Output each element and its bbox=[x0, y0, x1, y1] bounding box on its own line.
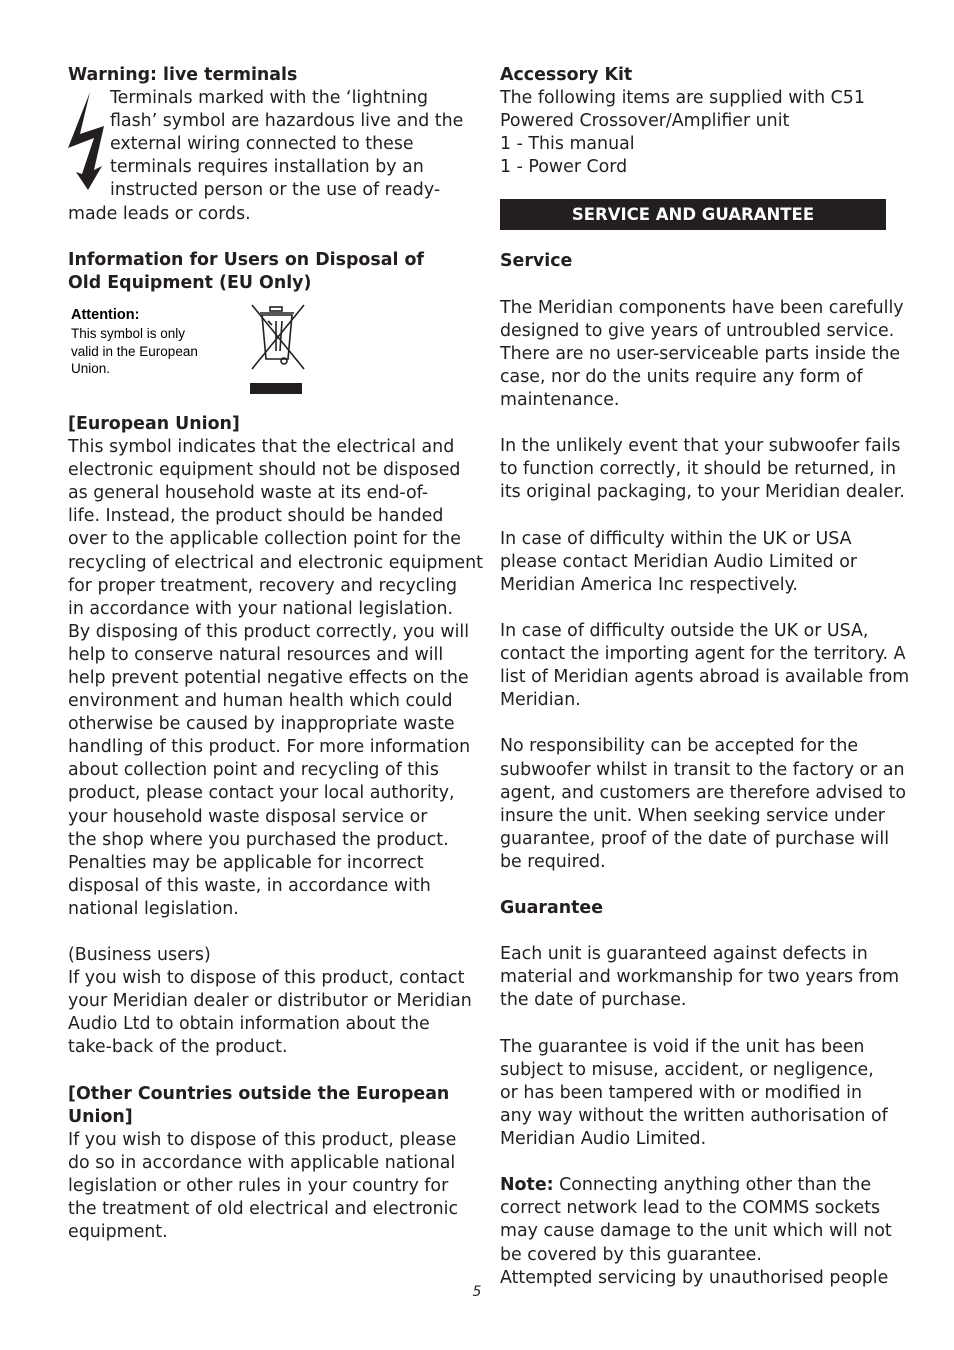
eu-line: electronic equipment should not be disposed bbox=[68, 460, 461, 481]
service-line: agent, and customers are therefore advised to bbox=[500, 782, 907, 803]
eu-line: the shop where you purchased the product. bbox=[68, 829, 449, 850]
right-column bbox=[500, 64, 910, 1290]
guarantee-line: Meridian Audio Limited. bbox=[500, 1129, 707, 1150]
service-line: be required. bbox=[500, 851, 606, 872]
attention-line: This symbol is only bbox=[71, 325, 186, 341]
service-paragraph bbox=[500, 735, 907, 874]
service-line: In case of difficulty outside the UK or USA, bbox=[500, 620, 869, 641]
other-countries-title: [Other Countries outside the European bbox=[68, 1083, 450, 1104]
note-paragraph bbox=[500, 1174, 890, 1289]
eu-line: help prevent potential negative effects on the bbox=[68, 667, 469, 688]
service-line: to function correctly, it should be returned, in bbox=[500, 459, 897, 480]
service-line: There are no user-serviceable parts inside the bbox=[500, 343, 901, 364]
business-line: If you wish to dispose of this product, contact bbox=[68, 968, 465, 989]
eu-line: environment and human health which could bbox=[68, 691, 453, 712]
service-title: Service bbox=[500, 251, 573, 272]
other-countries-title-2: Union] bbox=[68, 1106, 133, 1127]
eu-line: This symbol indicates that the electrical and bbox=[68, 437, 455, 458]
eu-line: product, please contact your local authority, bbox=[68, 783, 455, 804]
accessory-line: 1 - This manual bbox=[500, 134, 635, 155]
guarantee-line: the date of purchase. bbox=[500, 990, 687, 1011]
service-line: list of Meridian agents abroad is available from bbox=[500, 667, 910, 688]
service-line: subwoofer whilst in transit to the factory or an bbox=[500, 759, 905, 780]
warning-line: Terminals marked with the ‘lightning bbox=[110, 88, 429, 109]
service-paragraph bbox=[500, 435, 905, 504]
guarantee-line: subject to misuse, accident, or negligence, bbox=[500, 1059, 874, 1080]
accessory-line: 1 - Power Cord bbox=[500, 157, 628, 178]
eu-line: for proper treatment, recovery and recycling bbox=[68, 575, 458, 596]
accessory-line: The following items are supplied with C51 bbox=[500, 88, 865, 109]
warning-section bbox=[68, 64, 464, 226]
service-paragraph bbox=[500, 528, 890, 597]
business-line: (Business users) bbox=[68, 945, 211, 966]
business-line: your Meridian dealer or distributor or Meridian bbox=[68, 991, 472, 1012]
note-first-line bbox=[500, 1174, 890, 1197]
eu-line: over to the applicable collection point for the bbox=[68, 529, 461, 550]
service-line: In the unlikely event that your subwoofer fails bbox=[500, 436, 901, 457]
business-users-text bbox=[68, 944, 472, 1059]
eu-line: recycling of electrical and electronic equipment bbox=[68, 552, 483, 573]
warning-text bbox=[68, 87, 464, 202]
service-line: The Meridian components have been carefully bbox=[500, 297, 904, 318]
business-line: take-back of the product. bbox=[68, 1037, 288, 1058]
warning-line: instructed person or the use of ready- bbox=[110, 180, 441, 201]
note-line: be covered by this guarantee. bbox=[500, 1244, 762, 1265]
eu-line: help to conserve natural resources and will bbox=[68, 644, 444, 665]
eu-line: life. Instead, the product should be handed bbox=[68, 506, 444, 527]
note-first-text: Connecting anything other than the bbox=[553, 1175, 872, 1196]
lightning-flash-icon bbox=[68, 92, 106, 190]
section-header-bar: SERVICE AND GUARANTEE bbox=[500, 199, 886, 230]
attention-box bbox=[71, 307, 198, 378]
service-line: contact the importing agent for the territory. A bbox=[500, 644, 906, 665]
warning-line: terminals requires installation by an bbox=[110, 157, 424, 178]
warning-line: made leads or cords. bbox=[68, 203, 251, 224]
page-number: 5 bbox=[472, 1284, 482, 1300]
guarantee-line: any way without the written authorisation of bbox=[500, 1105, 888, 1126]
service-line: Meridian. bbox=[500, 690, 581, 711]
note-line: may cause damage to the unit which will not bbox=[500, 1221, 892, 1242]
eu-line: national legislation. bbox=[68, 898, 239, 919]
eu-line: as general household waste at its end-of- bbox=[68, 483, 429, 504]
eu-title: [European Union] bbox=[68, 413, 240, 434]
weee-notice bbox=[68, 303, 458, 413]
eu-line: in accordance with your national legislation. bbox=[68, 598, 454, 619]
eu-line: handling of this product. For more information bbox=[68, 737, 471, 758]
service-line: In case of difficulty within the UK or USA bbox=[500, 528, 852, 549]
note-line: Attempted servicing by unauthorised people bbox=[500, 1267, 889, 1288]
note-label: Note: bbox=[500, 1175, 554, 1196]
warning-line: external wiring connected to these bbox=[110, 134, 414, 155]
service-line: case, nor do the units require any form of bbox=[500, 366, 863, 387]
service-line: its original packaging, to your Meridian dealer. bbox=[500, 482, 905, 503]
disposal-title: Information for Users on Disposal of bbox=[68, 249, 424, 270]
eu-line: disposal of this waste, in accordance with bbox=[68, 875, 431, 896]
service-line: insure the unit. When seeking service under bbox=[500, 805, 885, 826]
service-line: No responsibility can be accepted for the bbox=[500, 736, 859, 757]
disposal-title-2: Old Equipment (EU Only) bbox=[68, 272, 312, 293]
eu-line: By disposing of this product correctly, you will bbox=[68, 621, 470, 642]
service-line: Meridian America Inc respectively. bbox=[500, 574, 798, 595]
attention-title: Attention: bbox=[71, 306, 140, 323]
accessory-kit-title: Accessory Kit bbox=[500, 65, 633, 85]
other-line: the treatment of old electrical and electronic bbox=[68, 1199, 459, 1220]
warning-line: flash’ symbol are hazardous live and the bbox=[110, 111, 464, 132]
accessory-line: Powered Crossover/Amplifier unit bbox=[500, 111, 790, 132]
eu-line: your household waste disposal service or bbox=[68, 806, 428, 827]
business-line: Audio Ltd to obtain information about the bbox=[68, 1014, 430, 1035]
left-column bbox=[68, 64, 483, 1244]
guarantee-title: Guarantee bbox=[500, 898, 603, 919]
other-countries-text bbox=[68, 1129, 458, 1244]
service-line: maintenance. bbox=[500, 390, 620, 411]
guarantee-paragraph bbox=[500, 943, 900, 1012]
service-paragraph bbox=[500, 297, 904, 412]
eu-line: about collection point and recycling of this bbox=[68, 760, 439, 781]
other-line: If you wish to dispose of this product, please bbox=[68, 1129, 457, 1150]
guarantee-paragraph bbox=[500, 1036, 890, 1151]
crossed-out-wheelie-bin-icon bbox=[244, 303, 310, 395]
eu-text bbox=[68, 436, 483, 921]
guarantee-line: The guarantee is void if the unit has been bbox=[500, 1036, 865, 1057]
service-line: please contact Meridian Audio Limited or bbox=[500, 551, 858, 572]
other-line: legislation or other rules in your country for bbox=[68, 1176, 449, 1197]
attention-line: Union. bbox=[71, 361, 111, 377]
attention-line: valid in the European bbox=[71, 343, 198, 359]
warning-title: Warning: live terminals bbox=[68, 65, 298, 85]
eu-line: Penalties may be applicable for incorrect bbox=[68, 852, 424, 873]
service-paragraph bbox=[500, 620, 910, 712]
service-line: designed to give years of untroubled service. bbox=[500, 320, 895, 341]
note-line: correct network lead to the COMMS sockets bbox=[500, 1198, 881, 1219]
service-line: guarantee, proof of the date of purchase will bbox=[500, 828, 890, 849]
guarantee-line: or has been tampered with or modified in bbox=[500, 1082, 863, 1103]
eu-line: otherwise be caused by inappropriate waste bbox=[68, 714, 455, 735]
guarantee-line: material and workmanship for two years from bbox=[500, 967, 900, 988]
other-line: do so in accordance with applicable national bbox=[68, 1152, 456, 1173]
accessory-kit-text bbox=[500, 87, 890, 179]
guarantee-line: Each unit is guaranteed against defects in bbox=[500, 944, 868, 965]
other-line: equipment. bbox=[68, 1222, 168, 1243]
